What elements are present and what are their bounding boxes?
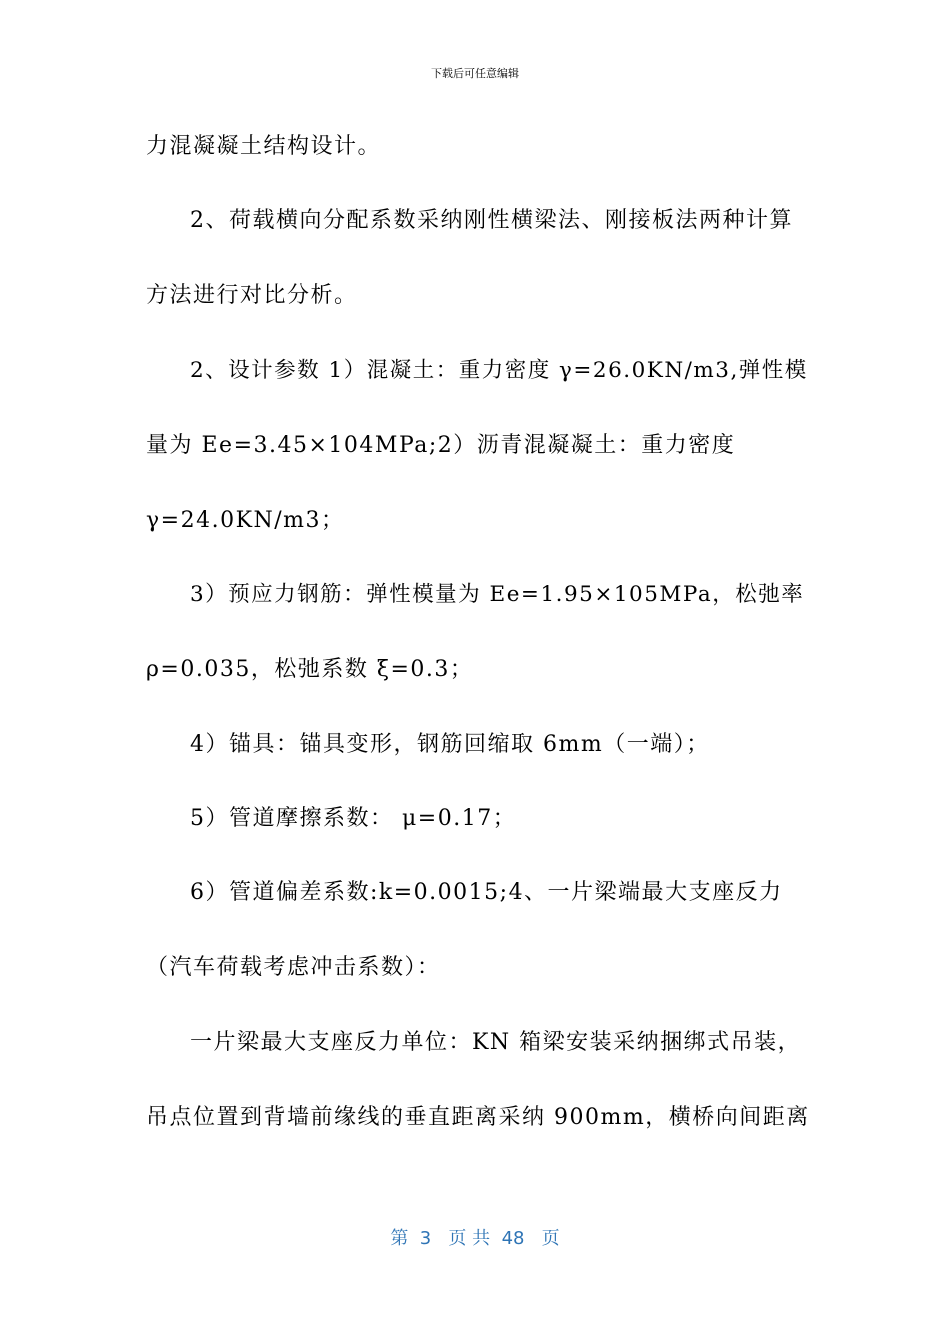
text-line: 4）锚具：锚具变形，钢筋回缩取 6mm（一端）；: [190, 732, 710, 757]
text-line: 一片梁最大支座反力单位：KN 箱梁安装采纳捆绑式吊装，: [190, 1030, 802, 1055]
text-line: 力混凝凝土结构设计。: [146, 134, 382, 159]
text-line: 吊点位置到背墙前缘线的垂直距离采纳 900mm，横桥向间距离: [146, 1105, 810, 1130]
text-line: 2、荷载横向分配系数采纳刚性横梁法、刚接板法两种计算: [190, 208, 793, 233]
text-line: 5）管道摩擦系数： μ=0.17；: [190, 806, 517, 831]
text-line: 方法进行对比分析。: [146, 283, 358, 308]
text-line: 3）预应力钢筋：弹性模量为 Ee=1.95×105MPa，松弛率: [190, 582, 805, 607]
text-line: ρ=0.035，松弛系数 ξ=0.3；: [146, 657, 474, 682]
text-line: 量为 Ee=3.45×104MPa;2）沥青混凝凝土：重力密度: [146, 433, 736, 458]
text-line: γ=24.0KN/m3；: [146, 508, 345, 533]
text-line: 6）管道偏差系数:k=0.0015;4、一片梁端最大支座反力: [190, 880, 783, 905]
page-footer: 第 3 页 共 48 页: [390, 1228, 560, 1249]
text-line: （汽车荷载考虑冲击系数）：: [146, 955, 441, 980]
text-line: 2、设计参数 1）混凝土：重力密度 γ=26.0KN/m3,弹性模: [190, 358, 808, 383]
page-header: 下载后可任意编辑: [431, 67, 519, 80]
